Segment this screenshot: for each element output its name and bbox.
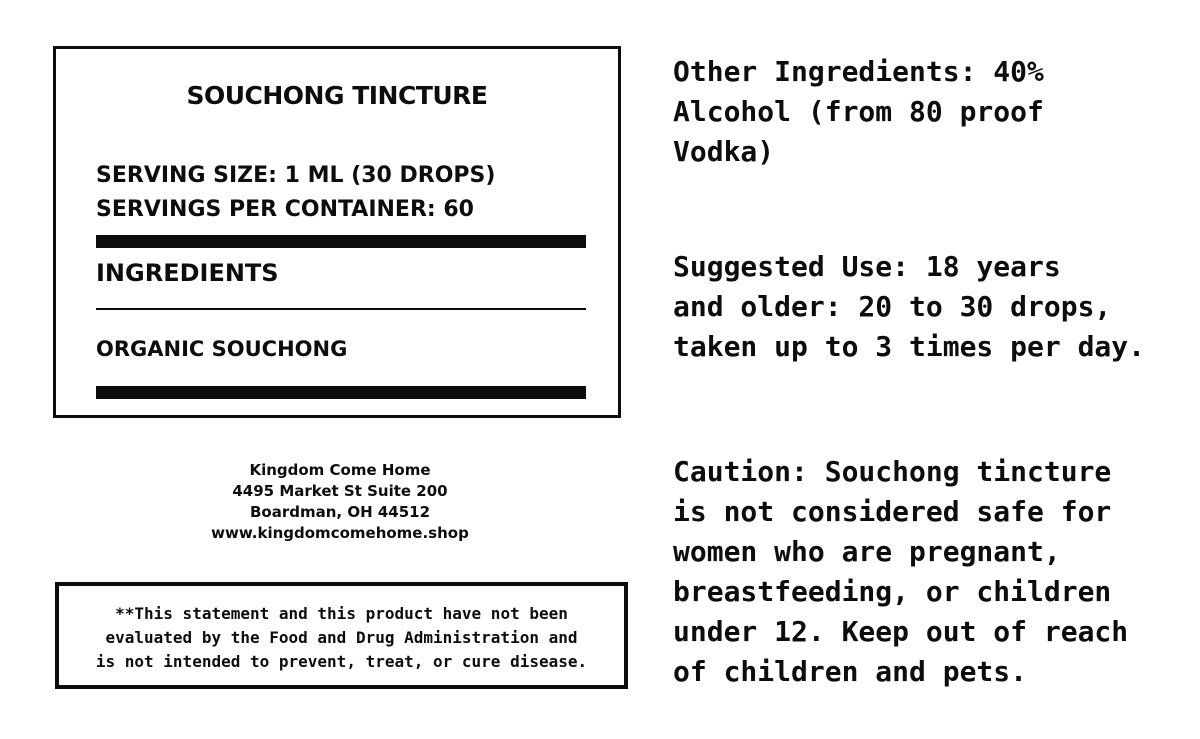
suggested-use-line: and older: 20 to 30 drops, xyxy=(673,290,1112,323)
thick-divider-top xyxy=(96,235,586,248)
other-ingredients-line: Other Ingredients: 40% xyxy=(673,55,1044,88)
other-ingredients xyxy=(673,52,1173,172)
company-name: Kingdom Come Home xyxy=(249,461,431,479)
caution-line: Caution: Souchong tincture xyxy=(673,455,1112,488)
fda-disclaimer-box xyxy=(55,582,628,689)
caution-line: under 12. Keep out of reach xyxy=(673,615,1129,648)
thick-divider-bottom xyxy=(96,386,586,399)
suggested-use-line: Suggested Use: 18 years xyxy=(673,250,1061,283)
disclaimer-line: evaluated by the Food and Drug Administration and xyxy=(105,628,578,647)
serving-info xyxy=(96,159,495,227)
website: www.kingdomcomehome.shop xyxy=(211,524,469,542)
caution-line: women who are pregnant, xyxy=(673,535,1061,568)
caution-line: of children and pets. xyxy=(673,655,1028,688)
disclaimer-line: is not intended to prevent, treat, or cure disease. xyxy=(95,652,588,671)
ingredient-item: ORGANIC SOUCHONG xyxy=(96,337,348,361)
suggested-use-line: taken up to 3 times per day. xyxy=(673,330,1146,363)
disclaimer-line: **This statement and this product have not been xyxy=(115,604,568,623)
serving-size: SERVING SIZE: 1 ML (30 DROPS) xyxy=(96,163,496,188)
caution-warning xyxy=(673,452,1173,692)
suggested-use xyxy=(673,247,1173,367)
city-state-zip: Boardman, OH 44512 xyxy=(249,503,431,521)
thin-divider xyxy=(96,308,586,310)
caution-line: breastfeeding, or children xyxy=(673,575,1112,608)
caution-line: is not considered safe for xyxy=(673,495,1112,528)
supplement-facts-panel xyxy=(53,46,621,418)
street-address: 4495 Market St Suite 200 xyxy=(232,482,448,500)
ingredients-heading: INGREDIENTS xyxy=(96,259,279,287)
product-title: SOUCHONG TINCTURE xyxy=(186,81,488,110)
company-address xyxy=(170,460,510,544)
servings-per-container: SERVINGS PER CONTAINER: 60 xyxy=(96,197,474,222)
other-ingredients-line: Alcohol (from 80 proof xyxy=(673,95,1044,128)
other-ingredients-line: Vodka) xyxy=(673,135,775,168)
